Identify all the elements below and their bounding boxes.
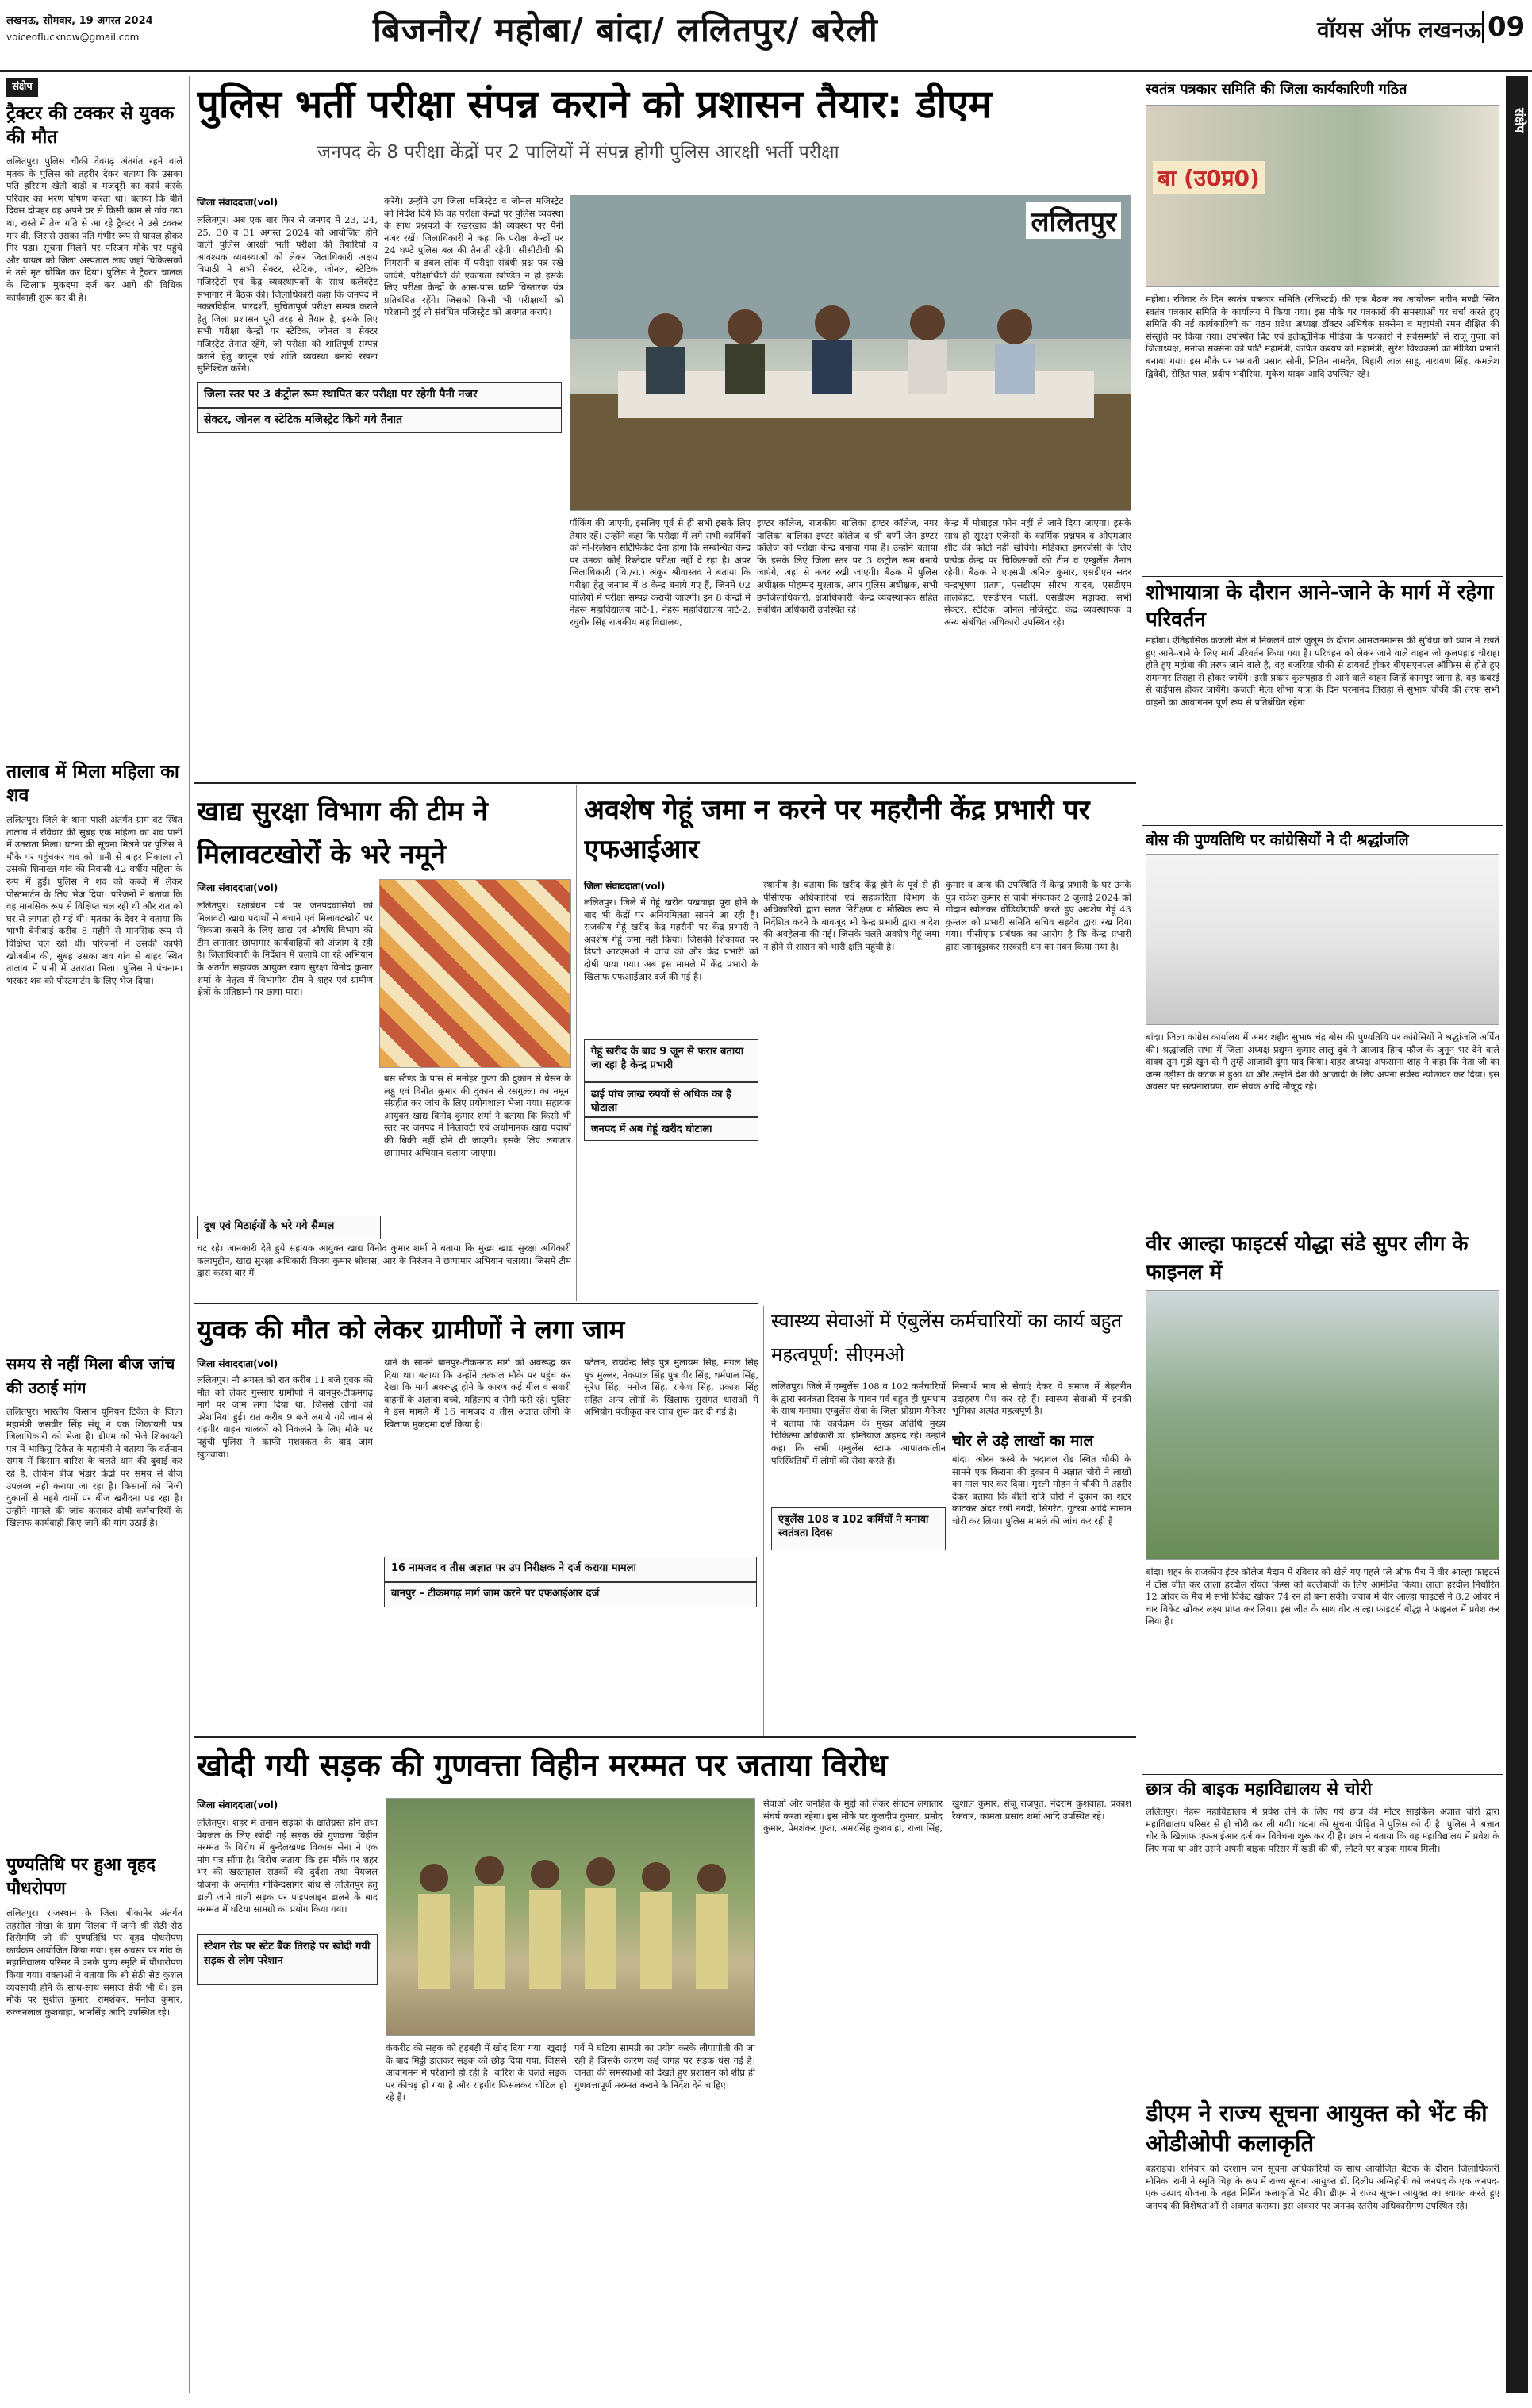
lead-subhead: जनपद के 8 परीक्षा केंद्रों पर 2 पालियों में संपन्न होगी पुलिस आरक्षी भर्ती परीक्षा (317, 142, 839, 163)
youth-col-3: पटेलन, राघवेन्द्र सिंह पुत्र मुलायम सिंह, मंगल सिंह पुत्र मुल्लर, नेकपाल सिंह पुत्र वीर सिंह, धर्मपाल सिंह, सुरेश सिंह, मनोज सिंह, राकेश सिंह, प्रकाश सिंह सहित अन्य लोगों के खिलाफ सुसंगत धाराओं में अभियोग पंजीकृत कर जांच शुरू कर दी गई है। (584, 1357, 758, 1418)
youth-headline: युवक की मौत को लेकर ग्रामीणों ने लगा जाम (197, 1314, 625, 1345)
left-column-rule (189, 76, 190, 2393)
lead-col-3: पौंकिंग की जाएगी, इसलिए पूर्व से ही सभी इसके लिए तैयार रहें। उन्होंने कहा कि परीक्षा में लगे सभी कार्मिकों को नो-रिलेशन सर्टिफिकेट देना होगा कि सम्बन्धित केन्द्र पर उनका कोई रिश्तेदार परीक्षा नहीं दे रहा है। अपर जिलाधिकारी (वि./रा.) अंकुर श्रीवास्तव ने बताया कि परीक्षा हेतु जनपद में 8 केन्द्र बनाये गए हैं, जिनमें 02 पालियों में परीक्षा सम्पन्न करायी जाएगी। इन 8 केन्द्रों में नेहरू महाविद्यालय पार्ट-1, नेहरू महाविद्यालय पार्ट-2, रघुवीर सिंह राजकीय महाविद्यालय, (570, 517, 751, 628)
right-1-body: महोबा। रविवार के दिन स्वतंत्र पत्रकार समिति (रजिस्टर्ड) की एक बैठक का आयोजन नवीन मण्डी स्थित स्वतंत्र पत्रकार समिति के कार्यालय में किया गया। इस मौके पर पत्रकारों की समस्याओं पर चर्चा करते हुए समिति की नई कार्यकारिणी का गठन प्रदेश अध्यक्ष डॉक्टर अभिषेक सक्सेना व महामंत्री रमन दीक्षित की संस्तुति पर किया गया। उपस्थित प्रिंट एवं इलेक्ट्रॉनिक मीडिया के पत्रकारों ने सर्वसम्मति से राजू गुप्ता को जिलाध्यक्ष, मनोज सक्सेना को पार्टि महामंत्री, कपिल कश्यप को महामंत्री, सुरेश विश्वकर्मा को मीडिया प्रभारी बनाया गया। इस मौके पर भगवती प्रसाद सोनी, नितिन नामदेव, बिहारी लाल साहू, नारायण सिंह, कमलेश द्विवेदी, रोहित पाल, प्रदीप भदौरिया, मुकेश यादव आदि उपस्थित रहे। (1146, 294, 1499, 379)
email-line: voiceoflucknow@gmail.com (6, 32, 140, 43)
lead-bottom-rule (194, 782, 1136, 784)
right-rule-4 (1142, 1774, 1503, 1775)
right-3-headline: बोस की पुण्यतिथि पर कांग्रेसियों ने दी श्रद्धांजलि (1146, 831, 1409, 849)
masthead-rule (0, 70, 1532, 72)
wheat-col-2: स्थानीय है। बताया कि खरीद केंद्र होने के पूर्व से ही पीसीएफ अधिकारियों एवं सहकारिता विभाग के अधिकारियों द्वारा सतत निरीक्षण व मौखिक रूप से निर्देशित करने के बावजूद भी केन्द्र प्रभारी द्वारा आदेश की अवहेलना की गई। जिसके चलते अवशेष गेहूं जमा न होने से शासन को भारी क्षति पहुंची है। (763, 879, 939, 952)
paper-name: वॉयस ऑफ लखनऊ (1317, 17, 1482, 43)
page-number: 09 (1482, 11, 1525, 43)
lead-box-1: जिला स्तर पर 3 कंट्रोल रूम स्थापित कर परीक्षा पर रहेगी पैनी नजर (197, 382, 562, 408)
ambulance-box: एंबुलेंस 108 व 102 कर्मियों ने मनाया स्वतंत्रता दिवस (771, 1507, 946, 1550)
brief-2-body: ललितपुर। जिले के थाना पाली अंतर्गत ग्राम वट स्थित तालाब में रविवार की सुबह एक महिला का शव पानी में उतराता मिला। घटना की सूचना मिलने पर पुलिस ने मौके पर पहुंचकर शव को पानी से बाहर निकाला तो उसकी शिनाख्त गांव की निवासी 42 वर्षीय महिला के रूप में हुई। पुलिस ने शव को कब्जे में लेकर पोस्टमार्टम के लिए भेज दिया। परिजनों ने बताया कि वह मानसिक रूप से विक्षिप्त चल रही थी और रात को घर से लापता हो गई थी। मृतका के देवर ने बताया कि भाभी बेनीबाई करीब 8 महीने से मानसिक रूप से विक्षिप्त चल रही थीं। परिजनों ने उसकी काफी खोजबीन की, सुबह उसका शव गांव से बाहर स्थित तालाब में पानी में उतराता मिला। पुलिस ने पंचनामा भरकर शव को पोस्टमार्टम के लिए भेज दिया। (6, 814, 182, 986)
right-4-body: बांदा। शहर के राजकीय इंटर कॉलेज मैदान में रविवार को खेले गए पहले प्ले ऑफ मैच में वीर आल्हा फाइटर्स ने टॉस जीत कर लाला हरदौल रॉयल किंग्स को बल्लेबाजी के लिए आमंत्रित किया। लाला हरदौल निर्धारित 12 ओवर के मैच में सभी विकेट खोकर 74 रन ही बना सकी। जवाब में वीर आल्हा फाइटर्स ने 8.2 ओवर में चार विकेट खोकर लक्ष्य प्राप्त कर लिया। इस जीत के साथ वीर आल्हा फाइटर्स योद्धा ने फाइनल में प्रवेश कर लिया है। (1146, 1566, 1499, 1627)
road-box: स्टेशन रोड पर स्टेट बैंक तिराहे पर खोदी गयी सड़क से लोग परेशान (197, 1934, 378, 1985)
theft-body: बांदा। ओरन कस्बे के भदावल रोड स्थित चौकी के सामने एक किराना की दुकान में अज्ञात चोरों ने लाखों का माल पार कर दिया। मुरली मोहन ने चौकी में तहरीर देकर बताया कि बीती रात्रि चोरों ने दुकान का शटर काटकर अंदर रखी नगदी, सिगरेट, गुटखा आदि सामान चोरी कर लिया। पुलिस मामले की जांच कर रही है। (952, 1454, 1131, 1527)
right-4-headline: वीर आल्हा फाइटर्स योद्धा संडे सुपर लीग के फाइनल में (1146, 1232, 1469, 1285)
food-box: दूध एवं मिठाईयों के भरे गये सैम्पल (197, 1216, 381, 1239)
protest-illustration (386, 1799, 755, 2036)
mid-vertical-rule (763, 1306, 764, 1738)
right-6-body: बहराइच। शनिवार को देरशाम जन सूचना अधिकारियों के साथ आयोजित बैठक के दौरान जिलाधिकारी मोनिका रानी ने स्मृति चिह्न के रूप में राज्य सूचना आयुक्त डॉ. दिलीप अग्निहोत्री को जनपद के एक जनपद-एक उत्पाद योजना के तहत निर्मित कलाकृति भेंट की। डीएम ने राज्य सूचना आयुक्त का स्वागत करते हुए जनपद की विशेषताओं से अवगत कराया। इस अवसर पर जनपद स्तरीय अधिकारीगण उपस्थित रहे। (1146, 2163, 1499, 2211)
food-headline: खाद्य सुरक्षा विभाग की टीम ने मिलावटखोरों के भरे नमूने (197, 796, 488, 870)
food-right-rule (576, 785, 577, 1301)
wheat-box-2: ढाई पांच लाख रुपयों से अधिक का है घोटाला (584, 1082, 758, 1117)
brief-4-body: ललितपुर। राजस्थान के जिला बीकानेर अंतर्गत तहसील नोखा के ग्राम सिलवा में जन्मे श्री सेठी सेठ शिरोमणि जी की पुण्यतिथि पर वृहद पौधरोपण कार्यक्रम आयोजित किया गया। इस अवसर पर गांव के महाविद्यालय परिसर में उनके पुण्य स्मृति में पौधारोपण किया गया। वक्ताओं ने बताया कि श्री सेठी सेठ कुशल व्यवसायी होने के साथ-साथ समाज सेवी भी थे। इस मौके पर सुशील कुमार, रामशंकर, मनोज कुमार, रज्जनलाल कुशवाहा, भानसिंह आदि उपस्थित रहे। (6, 1907, 182, 2018)
right-2-headline: शोभायात्रा के दौरान आने-जाने के मार्ग में रहेगा परिवर्तन (1146, 581, 1494, 632)
section-title: बिजनौर/ महोबा/ बांदा/ ललितपुर/ बरेली (373, 10, 878, 49)
brief-3-headline: समय से नहीं मिला बीज जांच की उठाई मांग (6, 1354, 175, 1397)
food-col-1: ललितपुर। रक्षाबंधन पर्व पर जनपदवासियों को मिलावटी खाद्य पदार्थों से बचाने एवं मिलावटखोरों पर शिकंजा कसने के लिए खाद्य एवं औषधि विभाग की टीम लगातार छापामार कार्यवाहियों को अंजाम दे रही है। जिलाधिकारी के निर्देशन में चलाये जा रहे अभियान के अंतर्गत सहायक आयुक्त खाद्य सुरक्षा विनोद कुमार शर्मा के नेतृत्व में विभागीय टीम ने शहर एवं ग्रामीण क्षेत्रों के प्रतिष्ठानों पर छापा मारा। (197, 900, 373, 998)
lead-byline: जिला संवाददाता(vol) (197, 197, 278, 208)
date-line: लखनऊ, सोमवार, 19 अगस्त 2024 (6, 15, 153, 27)
meeting-illustration (570, 196, 1131, 511)
right-5-headline: छात्र की बाइक महाविद्यालय से चोरी (1146, 1780, 1373, 1799)
road-col-1: ललितपुर। शहर में तमाम सड़कों के क्षतिग्रस्त होने तथा पेयजल के लिए खोदी गई सड़क की गुणवत्ता विहीन मरम्मत के विरोध में बुन्देलखण्ड विकास सेना ने एक मांग पत्र सौंपा है। विरोध जताया कि इस मौके पर शहर भर की खस्ताहाल सड़कों की दुर्दशा तथा पेयजल योजना के अन्तर्गत गोविन्दसागर बांध से ललितपुर हेतु डाली जाने वाली सड़क पर पाइपलाइन डालने के बाद मरम्मत में घटिया सामग्री का प्रयोग किया गया। (197, 1817, 378, 1915)
right-rule-1 (1142, 576, 1503, 577)
wheat-byline: जिला संवाददाता(vol) (584, 881, 666, 892)
ambulance-col-2: निस्वार्थ भाव से सेवाएं देकर ये समाज में बेहतरीन उदाहरण पेश कर रहे हैं। स्वास्थ्य सेवाओं में इनकी भूमिका अत्यंत महत्वपूर्ण है। (952, 1381, 1131, 1417)
meeting-photo (570, 195, 1131, 511)
lead-col-2: करेंगे। उन्होंने उप जिला मजिस्ट्रेट व जोनल मजिस्ट्रेट को निर्देश दिये कि वह परीक्षा केन्द्रों पर पुलिस व्यवस्था के साथ प्रश्नपत्रों के रखरखाव की व्यवस्था पर पैनी नजर रखें। जिलाधिकारी ने कहा कि परीक्षा केन्द्रों पर 24 घण्टे पुलिस बल की तैनाती रहेगी। सीसीटीवी की निगरानी व डबल लॉक में परीक्षा संबंधी प्रश्न पत्र रखे जाएंगे, परीक्षार्थियों की एकाग्रता खण्डित न हो इसके लिए परीक्षा केन्द्रों के आस-पास ध्वनि विस्तारक यंत्र प्रतिबंधित रहेंगे। जिसको किसी भी परीक्षार्थी को परेशानी हुई तो संबंधित मजिस्ट्रेट को अवगत कराएं। (384, 195, 563, 318)
masthead (0, 0, 1532, 73)
food-col-2: बस स्टैण्ड के पास से मनोहर गुप्ता की दुकान से बेसन के लड्डू एवं विनीत कुमार की दुकान से रसगुल्ला का नमूना संग्रहीत कर जांच के लिए प्रयोगशाला भेजा गया। सहायक आयुक्त खाद्य विनोद कुमार शर्मा ने बताया कि किसी भी स्तर पर जनपद में मिलावटी एवं अधोमानक खाद्य पदार्थों की बिक्री नहीं होने दी जाएगी। इसके लिए लगातार छापामार अभियान चलाया जाएगा। (384, 1073, 571, 1158)
lead-col-1: ललितपुर। अब एक बार फिर से जनपद में 23, 24, 25, 30 व 31 अगस्त 2024 को आयोजित होने वाली पुलिस आरक्षी भर्ती परीक्षा की तैयारियों व आवश्यक व्यवस्थाओं को लेकर जिलाधिकारी अक्षय त्रिपाठी ने सभी सेक्टर, स्टेटिक, जोनल, स्टेटिक मजिस्ट्रेटों एवं केंद्र व्यवस्थापकों के साथ कलेक्ट्रेट सभागार में बैठक की। जिलाधिकारी कहा कि जनपद में नकलविहीन, पारदर्शी, सुचितापूर्ण परीक्षा सम्पन्न कराने हेतु जिला प्रशासन पूरी तरह से तैयार है, इसके लिए सभी परीक्षा केन्द्रों पर स्टेटिक, जोनल व सेक्टर मजिस्ट्रेट तैनात रहेंगे, जो परीक्षा को शांतिपूर्ण सम्पन्न कराने हेतु कानून एवं शांति व्यवस्था बनाये रखना सुनिश्चित करेंगे। (197, 214, 378, 374)
sweets-photo (379, 879, 571, 1068)
lead-headline: पुलिस भर्ती परीक्षा संपन्न कराने को प्रशासन तैयार: डीएम (197, 82, 992, 127)
theft-headline: चोर ले उड़े लाखों का माल (952, 1432, 1094, 1450)
brief-2-headline: तालाब में मिला महिला का शव (6, 762, 179, 806)
ambulance-headline: स्वास्थ्य सेवाओं में एंबुलेंस कर्मचारियों का कार्य बहुत महत्वपूर्ण: सीएमओ (771, 1310, 1123, 1365)
wheat-col-1: ललितपुर। जिले में गेहूं खरीद पखवाड़ा पूरा होने के बाद भी केंद्रों पर अनियमितता सामने आ रही है। राजकीय गेहूं खरीद केंद्र महरौनी पर केंद्र प्रभारी ने अवशेष गेहूं जमा नहीं किया। जिसकी शिकायत पर डिप्टी आरएमओ ने जांच की और केंद्र प्रभारी को दोषी पाया गया। अब इस मामले में केंद्र प्रभारी के खिलाफ एफआईआर दर्ज की गई है। (584, 897, 758, 982)
brief-3-body: ललितपुर। भारतीय किसान यूनियन टिकैत के जिला महामंत्री जसवीर सिंह संधू ने एक शिकायती पत्र जिलाधिकारी को भेजा है। डीएम को भेजे शिकायती पत्र में भाकियू टिकैत के महामंत्री ने बताया कि वर्तमान समय में किसान बारिश के चलते धान की बुवाई कर रहे हैं, लेकिन बीज भंडार केंद्रों पर समय से बीज उपलब्ध नहीं कराया जा रहा है। किसानों को निजी दुकानों से महंगे दामों पर बीज खरीदना पड़ रहा है। उन्होंने मामले की जांच कराकर दोषी कर्मचारियों के खिलाफ कार्यवाही किए जाने की मांग उठाई है। (6, 1406, 182, 1529)
section-strip-label: संक्षेप (1512, 108, 1527, 133)
youth-col-2: थाने के सामने बानपुर-टीकमगढ़ मार्ग को अवरूद्ध कर दिया था। बताया कि उन्होंने तत्काल मौके पर पहुंच कर देखा कि मार्ग अवरूद्ध होने के कारण कई मील व सवारी वाहनों के अलावा बच्चे, महिलाएं व रोगी फंसे रहे। पुलिस ने इस मामले में 16 नामजद व तीस अज्ञात लोगों के खिलाफ मुकदमा दर्ज किया है। (384, 1357, 571, 1430)
wheat-box-3: जनपद में अब गेहूं खरीद घोटाला (584, 1117, 758, 1141)
road-headline: खोदी गयी सड़क की गुणवत्ता विहीन मरम्मत पर जताया विरोध (197, 1748, 888, 1784)
right-2-body: महोबा। ऐतिहासिक कजली मेले में निकलने वाले जुलूस के दौरान आमजनमानस की सुविधा को ध्यान में रखते हुए आने-जाने के लिए मार्ग परिवर्तन किया गया है। परिवहन को लेकर जाने वाले वाहन जो कुलपहाड़ चौराहा होते हुए महोबा की तरफ जाने वाले है, वह बजरिया चौकी से डायवर्ट होकर बीएसएनएल ऑफिस से होते हुए रामनगर तिराहा से होकर जायेंगे। इसी प्रकार कुलपहाड़ से आने वाले वाहन जिन्हें कानपुर जाना है, वह कबरई से बाईपास होकर जायेंगे। कजली मेला शोभा यात्रा के दिन परमानंद तिराहा से सुभाष चौकी की तरफ सभी वाहनों का आवागमन पूर्ण रूप से प्रतिबंधित रहेगा। (1146, 635, 1499, 708)
cricket-photo (1146, 1290, 1499, 1560)
youth-box-2: बानपुर – टीकमगढ़ मार्ग जाम करने पर एफआईआर दर्ज (384, 1582, 757, 1607)
food-col-3: चट रहे। जानकारी देते हुये सहायक आयुक्त खाद्य विनोद कुमार शर्मा ने बताया कि मुख्य खाद्य सुरक्षा अधिकारी कलामुद्दीन, खाद्य सुरक्षा अधिकारी विजय कुमार श्रीवास, आर के निरंजन ने छापामार अभियान चलाया। जिसमें टीम द्वारा कस्बा बार में (197, 1242, 571, 1279)
middle-rule (194, 1303, 758, 1304)
road-col-4: सेवाओं और जनहित के मुद्दों को लेकर संगठन लगातार संघर्ष करता रहेगा। इस मौके पर कुलदीप कुमार, प्रमोद कुमार, प्रेमशंकर गुप्ता, अमरसिंह कुशवाहा, राजा सिंह, खुशाल कुमार, संजू राजपूत, नंदराम कुशवाहा, प्रकाश रैकवार, कामता प्रसाद शर्मा आदि उपस्थित रहे। (763, 1798, 1131, 1834)
wheat-box-1: गेहूं खरीद के बाद 9 जून से फरार बताया जा रहा है केन्द्र प्रभारी (584, 1039, 758, 1082)
food-byline: जिला संवाददाता(vol) (197, 882, 278, 893)
wheat-col-3: कुमार व अन्य की उपस्थिति में केन्द्र प्रभारी के घर उनके पुत्र राकेश कुमार से चाबी मंगवाकर 2 जुलाई 2024 को गोदाम खोलकर वीडियोग्राफी करते हुए अवशेष गेहूं 43 कुन्तल को प्रभारी समिति सचिव सहदेव द्वारा रख दिया गया। पीसीएफ प्रबंधक का आरोप है कि केन्द्र प्रभारी द्वारा जानबूझकर सरकारी धन का गबन किया गया है। (946, 879, 1131, 952)
brief-1-headline: ट्रैक्टर की टक्कर से युवक की मौत (6, 103, 175, 148)
ambulance-col-1: ललितपुर। जिले में एम्बुलेंस 108 व 102 कर्मचारियों के द्वारा स्वतंत्रता दिवस के पावन पर्व बहुत ही धूमधाम के साथ मनाया। एम्बुलेंस सेवा के जिला प्रोग्राम मैनेजर ने बताया कि कार्यक्रम के मुख्य अतिथि मुख्य चिकित्सा अधिकारी डा. इम्तियाज अहमद रहे। उन्होंने कहा कि सभी एम्बुलेंस स्टाफ आपातकालीन परिस्थितियों में लोगों की सेवा करते हैं। (771, 1381, 946, 1466)
briefs-tab: संक्षेप (6, 78, 38, 97)
youth-byline: जिला संवाददाता(vol) (197, 1358, 278, 1369)
youth-box-1: 16 नामजद व तीस अज्ञात पर उप निरीक्षक ने दर्ज कराया मामला (384, 1557, 757, 1582)
protest-photo (386, 1798, 755, 2036)
road-col-3: पर्व में घटिया सामग्री का प्रयोग करके लीपापोती की जा रही है जिसके कारण कई जगह पर सड़क धंस गई है। जनता की समस्याओं को देखते हुए प्रशासन को शीघ्र ही गुणवत्तापूर्ण मरम्मत कराने के निर्देश देने चाहिए। (574, 2042, 755, 2091)
banner-text: बा (उ0प्र0) (1153, 161, 1265, 194)
right-3-body: बांदा। जिला कांग्रेस कार्यालय में अमर शहीद सुभाष चंद्र बोस की पुण्यतिथि पर कांग्रेसियों ने श्रद्धांजलि अर्पित की। श्रद्धांजलि सभा में जिला अध्यक्ष प्रद्युम्न कुमार लालू दुबे ने आजाद हिन्द फौज के जुनून भर देने वाले वाक्य तुम मुझे खून दो मैं तुम्हें आजादी दूंगा याद किया। शहर अध्यक्ष अफसाना शाह ने कहा कि नेता जी का जन्म उड़ीसा के कटक में हुआ था और उन्होंने देश की आजादी के लिए अपना सर्वस्व न्योछावर कर दिया। इस अवसर पर सत्यनारायण, राम सेवक आदि मौजूद रहे। (1146, 1031, 1499, 1093)
lead-box-2: सेक्टर, जोनल व स्टेटिक मजिस्ट्रेट किये गये तैनात (197, 408, 562, 433)
brief-1-body: ललितपुर। पुलिस चौकी देवगढ़ अंतर्गत रहने वाले मृतक के पुलिस को तहरीर देकर बताया कि उसका पति हरिराम खेती बाड़ी व मजदूरी का कार्य करके परिवार का भरण पोषण करता था। बताया कि बीते दिवस दोपहर वह अपने घर से किसी काम से गांव गया था, रास्ते में तेज गति से आ रहे ट्रैक्टर ने उसे टक्कर मार दी, जिससे उसका पति गंभीर रूप से घायल होकर गिर पड़ा। सूचना मिलने पर परिजन मौके पर पहुंचे और घायल को जिला अस्पताल लाए जहां चिकित्सकों ने उसे मृत घोषित कर दिया। पुलिस ने ट्रैक्टर चालक के खिलाफ मुकदमा दर्ज कर आगे की विधिक कार्यवाही शुरू कर दी है। (6, 156, 182, 303)
section-strip (1506, 76, 1528, 2393)
youth-col-1: ललितपुर। नौ अगस्त को रात करीब 11 बजे युवक की मौत को लेकर गुस्साए ग्रामीणों ने बानपुर-टीकमगढ़ मार्ग पर जाम लगा दिया था, जिससे लोगों को परेशानियां हुई। रात करीब 9 बजे लगाये गये जाम से राहगीर वाहन चालकों को निकलने के लिए मौके पर पहुंची पुलिस ने काफी मशक्कत के बाद जाम खुलवाया। (197, 1374, 373, 1460)
brief-4-headline: पुण्यतिथि पर हुआ वृहद पौधरोपण (6, 1855, 156, 1899)
wheat-headline: अवशेष गेहूं जमा न करने पर महरौनी केंद्र प्रभारी पर एफआईआर (584, 794, 1090, 866)
road-col-2: कंकरीट की सड़क को हड़बड़ी में खोद दिया गया। खुदाई के बाद मिट्टी डालकर सड़क को छोड़ दिया गया, जिससे आवागमन में परेशानी हो रही है। बारिश के चलते सड़क पर कीचड़ हो गया है और राहगीर फिसलकर चोटिल हो रहे हैं। (386, 2042, 566, 2103)
right-6-headline: डीएम ने राज्य सूचना आयुक्त को भेंट की ओडीओपी कलाकृति (1146, 2099, 1488, 2156)
lower-rule (194, 1736, 1136, 1738)
lead-col-5: केन्द्र में मोबाइल फोन नहीं ले जाने दिया जाएगा। इसके साथ ही सुरक्षा एजेन्सी के कार्मिक प्रश्नपत्र व ओएमआर शीट की फोटो नहीं खींचेंगे। मेडिकल इमरजेंसी के लिए प्रत्येक केन्द्र पर चिकित्सकों की टीम व एम्बुलेंस तैनात रहेगी। बैठक में एएसपी अनिल कुमार, एसडीएम सदर चन्द्रभूषण प्रताप, एसडीएम सौरभ यादव, एसडीएम तालबेहट, एसडीएम पाली, एसडीएम मड़ावरा, सभी सेक्टर, स्टेटिक, जोनल मजिस्ट्रेट, केंद्र व्यवस्थापक व अन्य संबंधित अधिकारी उपस्थित रहे। (944, 517, 1131, 628)
right-1-headline: स्वतंत्र पत्रकार समिति की जिला कार्यकारिणी गठित (1146, 81, 1407, 98)
right-rule-2 (1142, 825, 1503, 826)
right-5-body: ललितपुर। नेहरू महाविद्यालय में प्रवेश लेने के लिए गये छात्र की मोटर साइकिल अज्ञात चोरों द्वारा महाविद्यालय परिसर से ही चोरी कर ली गयी। घटना की सूचना पीड़ित ने पुलिस को दी है। पुलिस ने अज्ञात चोर के खिलाफ एफआईआर दर्ज कर विवेचना शुरू कर दी है। छात्र ने बताया कि वह महाविद्यालय में प्रवेश के लिए गया था और उसने अपनी बाइक परिसर में खड़ी की थी, लौटने पर बाइक गायब मिली। (1146, 1806, 1499, 1854)
lead-col-4: इण्टर कॉलेज, राजकीय बालिका इण्टर कॉलेज, नगर पालिका बालिका इण्टर कॉलेज व श्री वर्णी जैन इण्टर कॉलेज को परीक्षा केन्द्र बनाया गया है। उन्होंने बताया कि इसके लिए जिला स्तर पर 3 कंट्रोल रूम बनाये जाएंगे, जहां से नजर रखी जाएगी। बैठक में पुलिस अधीक्षक मोहम्मद मुश्ताक, अपर पुलिस अधीक्षक, सभी उपजिलाधिकारी, क्षेत्राधिकारी, केन्द्र व्यवस्थापक सहित संबंधित अधिकारी उपस्थित रहे। (757, 517, 938, 616)
congress-photo (1146, 854, 1499, 1025)
photo-place-label: ललितपुर (1026, 202, 1121, 239)
road-byline: जिला संवाददाता(vol) (197, 1799, 278, 1811)
journalists-photo (1146, 105, 1499, 287)
